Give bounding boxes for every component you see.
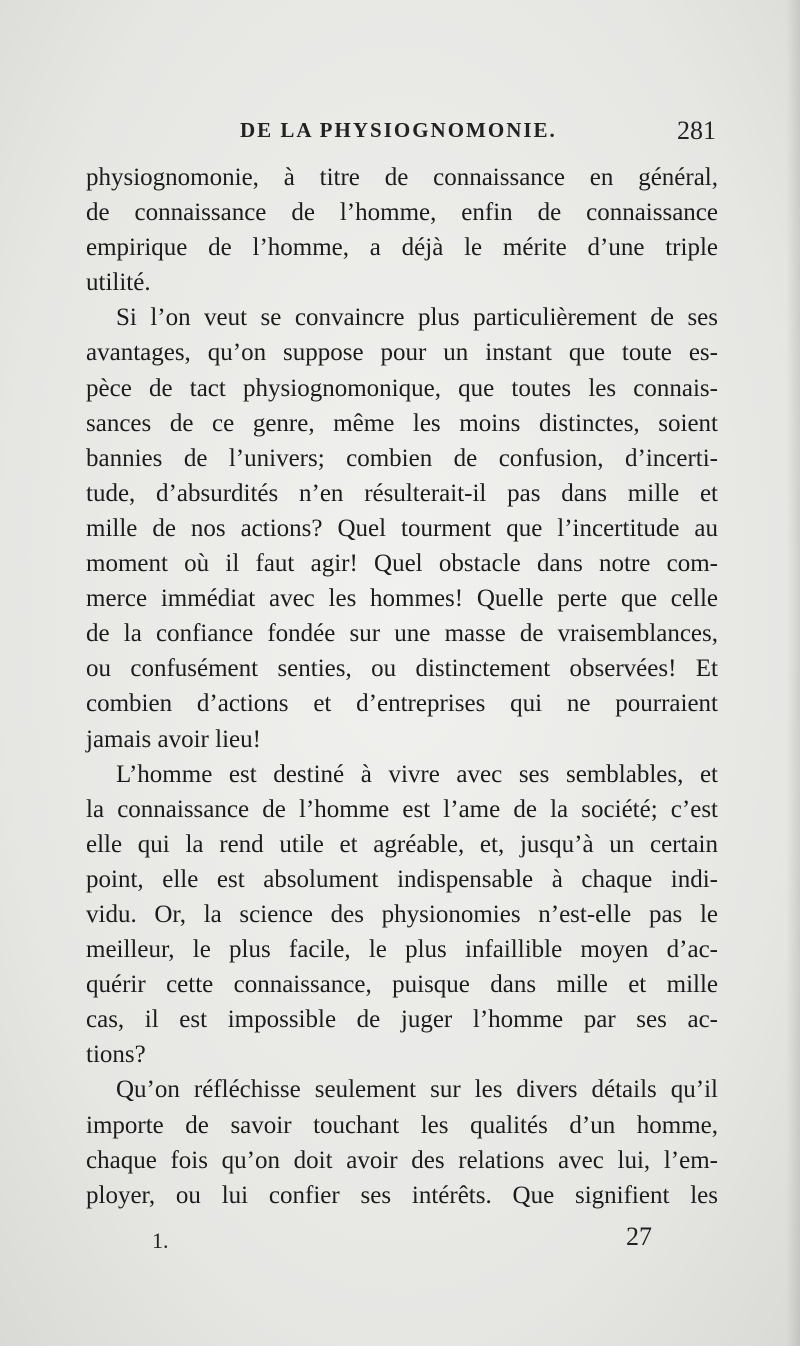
text-line: pèce de tact physiognomonique, que toutes les connais-	[86, 374, 718, 402]
text-line: moment où il faut agir! Quel obstacle dans notre com-	[86, 550, 718, 578]
body-text	[86, 160, 718, 1213]
text-line: de la confiance fondée sur une masse de vraisemblances,	[86, 620, 718, 648]
text-line: Si l’on veut se convaincre plus particulièrement de ses	[116, 304, 718, 332]
signature-mark: 1.	[152, 1228, 169, 1253]
page-edge-shadow	[786, 0, 800, 1346]
text-line: ou confusément senties, ou distinctement observées! Et	[86, 655, 718, 683]
text-line: importe de savoir touchant les qualités d’un homme,	[86, 1111, 718, 1139]
text-line: point, elle est absolument indispensable à chaque indi-	[86, 865, 718, 893]
text-line: vidu. Or, la science des physionomies n’est-elle pas le	[86, 900, 718, 928]
text-line: ployer, ou lui confier ses intérêts. Que signifient les	[86, 1181, 718, 1209]
running-title: DE LA PHYSIOGNOMONIE.	[240, 118, 557, 142]
text-line: empirique de l’homme, a déjà le mérite d’une triple	[86, 234, 718, 262]
text-line: merce immédiat avec les hommes! Quelle perte que celle	[86, 585, 718, 613]
text-line: avantages, qu’on suppose pour un instant que toute es-	[86, 339, 718, 367]
text-line: utilité.	[86, 269, 151, 297]
text-line: elle qui la rend utile et agréable, et, jusqu’à un certain	[86, 830, 718, 858]
text-line: de connaissance de l’homme, enfin de connaissance	[86, 199, 718, 227]
text-line: chaque fois qu’on doit avoir des relations avec lui, l’em-	[86, 1146, 718, 1174]
text-line: la connaissance de l’homme est l’ame de la société; c’est	[86, 795, 718, 823]
text-line: sances de ce genre, même les moins distinctes, soient	[86, 409, 718, 437]
text-line: physiognomonie, à titre de connaissance en général,	[86, 164, 718, 191]
text-line: Qu’on réfléchisse seulement sur les divers détails qu’il	[116, 1076, 718, 1104]
text-line: jamais avoir lieu!	[86, 725, 261, 753]
page-number: 281	[677, 116, 716, 145]
text-line: tions?	[86, 1041, 146, 1069]
text-line: quérir cette connaissance, puisque dans mille et mille	[86, 971, 718, 999]
text-line: cas, il est impossible de juger l’homme par ses ac-	[86, 1006, 718, 1034]
catchword: 27	[626, 1222, 652, 1251]
text-line: combien d’actions et d’entreprises qui ne pourraient	[86, 690, 718, 718]
text-line: L’homme est destiné à vivre avec ses semblables, et	[116, 760, 718, 788]
text-line: tude, d’absurdités n’en résulterait-il pas dans mille et	[86, 479, 718, 507]
text-line: mille de nos actions? Quel tourment que l’incertitude au	[86, 514, 718, 542]
text-line: bannies de l’univers; combien de confusion, d’incerti-	[86, 444, 718, 472]
running-head	[240, 118, 720, 148]
text-line: meilleur, le plus facile, le plus infaillible moyen d’ac-	[86, 936, 718, 964]
